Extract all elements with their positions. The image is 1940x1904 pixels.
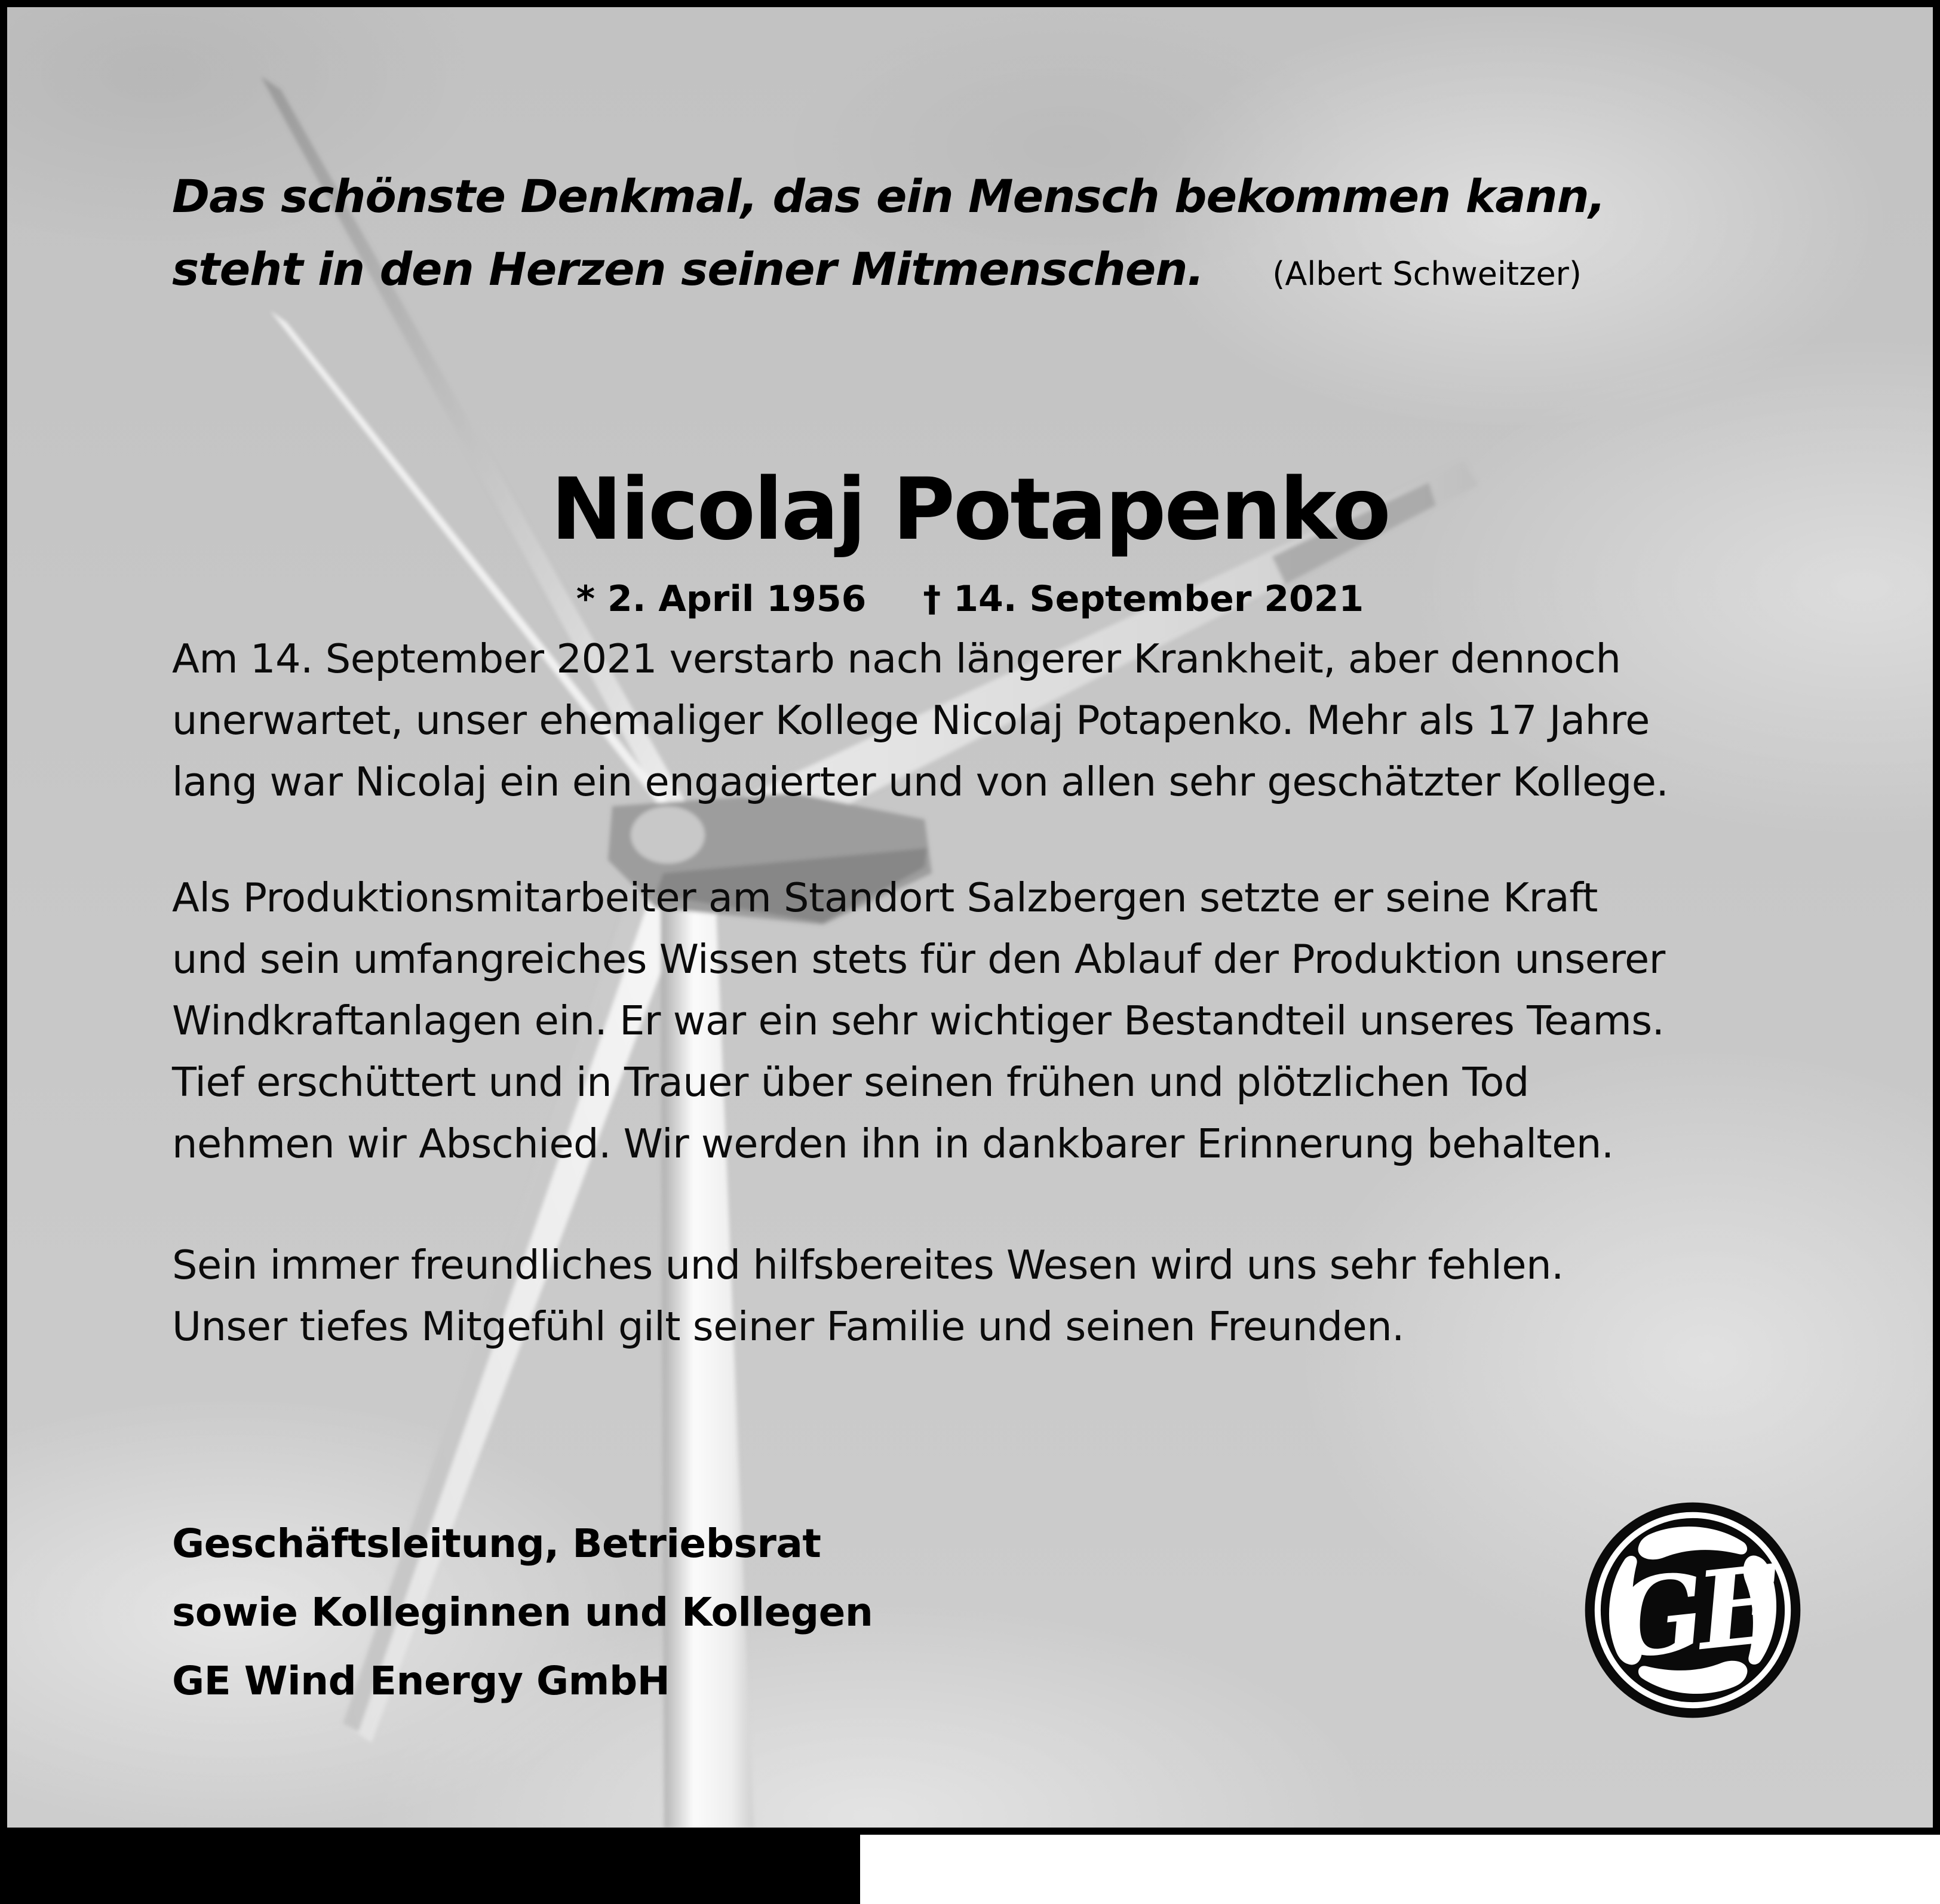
signature-line: Geschäftsleitung, Betriebsrat (172, 1521, 821, 1567)
body-line: Sein immer freundliches und hilfsbereites Wesen wird uns sehr fehlen. (172, 1242, 1564, 1288)
quote-block (172, 160, 1606, 311)
body-line: Windkraftanlagen ein. Er war ein sehr wichtiger Bestandteil unseres Teams. (172, 997, 1665, 1044)
bottom-white-strip (860, 1835, 1940, 1904)
body-line: nehmen wir Abschied. Wir werden ihn in dankbarer Erinnerung behalten. (172, 1120, 1614, 1167)
paragraph-2 (172, 867, 1665, 1175)
death-date: † 14. September 2021 (923, 578, 1364, 620)
quote-line-2-row (172, 233, 1606, 311)
quote-attribution: (Albert Schweitzer) (1272, 255, 1582, 293)
bottom-black-strip (0, 1835, 860, 1904)
body-line: Als Produktionsmitarbeiter am Standort Salzbergen setzte er seine Kraft (172, 874, 1598, 921)
ge-monogram-icon (1583, 1500, 1803, 1720)
body-line: Am 14. September 2021 verstarb nach längerer Krankheit, aber dennoch (172, 635, 1621, 682)
body-line: unerwartet, unser ehemaliger Kollege Nicolaj Potapenko. Mehr als 17 Jahre (172, 697, 1650, 744)
body-line: lang war Nicolaj ein ein engagierter und von allen sehr geschätzter Kollege. (172, 758, 1669, 805)
deceased-name: Nicolaj Potapenko (551, 459, 1389, 559)
ge-monogram-text: GE (1607, 1541, 1779, 1684)
signature-line: GE Wind Energy GmbH (172, 1658, 670, 1704)
life-dates (0, 575, 1940, 623)
paragraph-3 (172, 1234, 1564, 1358)
signature-block (172, 1509, 873, 1715)
signature-line: sowie Kolleginnen und Kollegen (172, 1589, 873, 1635)
paragraph-1 (172, 628, 1668, 813)
body-line: und sein umfangreiches Wissen stets für den Ablauf der Produktion unserer (172, 936, 1665, 982)
body-line: Unser tiefes Mitgefühl gilt seiner Familie und seinen Freunden. (172, 1303, 1404, 1350)
body-line: Tief erschüttert und in Trauer über seinen frühen und plötzlichen Tod (172, 1059, 1529, 1105)
quote-line-1: Das schönste Denkmal, das ein Mensch bekommen kann, (172, 170, 1606, 223)
quote-line-2: steht in den Herzen seiner Mitmenschen. (172, 242, 1204, 296)
ge-logo (1583, 1500, 1803, 1720)
birth-date: * 2. April 1956 (576, 578, 867, 620)
